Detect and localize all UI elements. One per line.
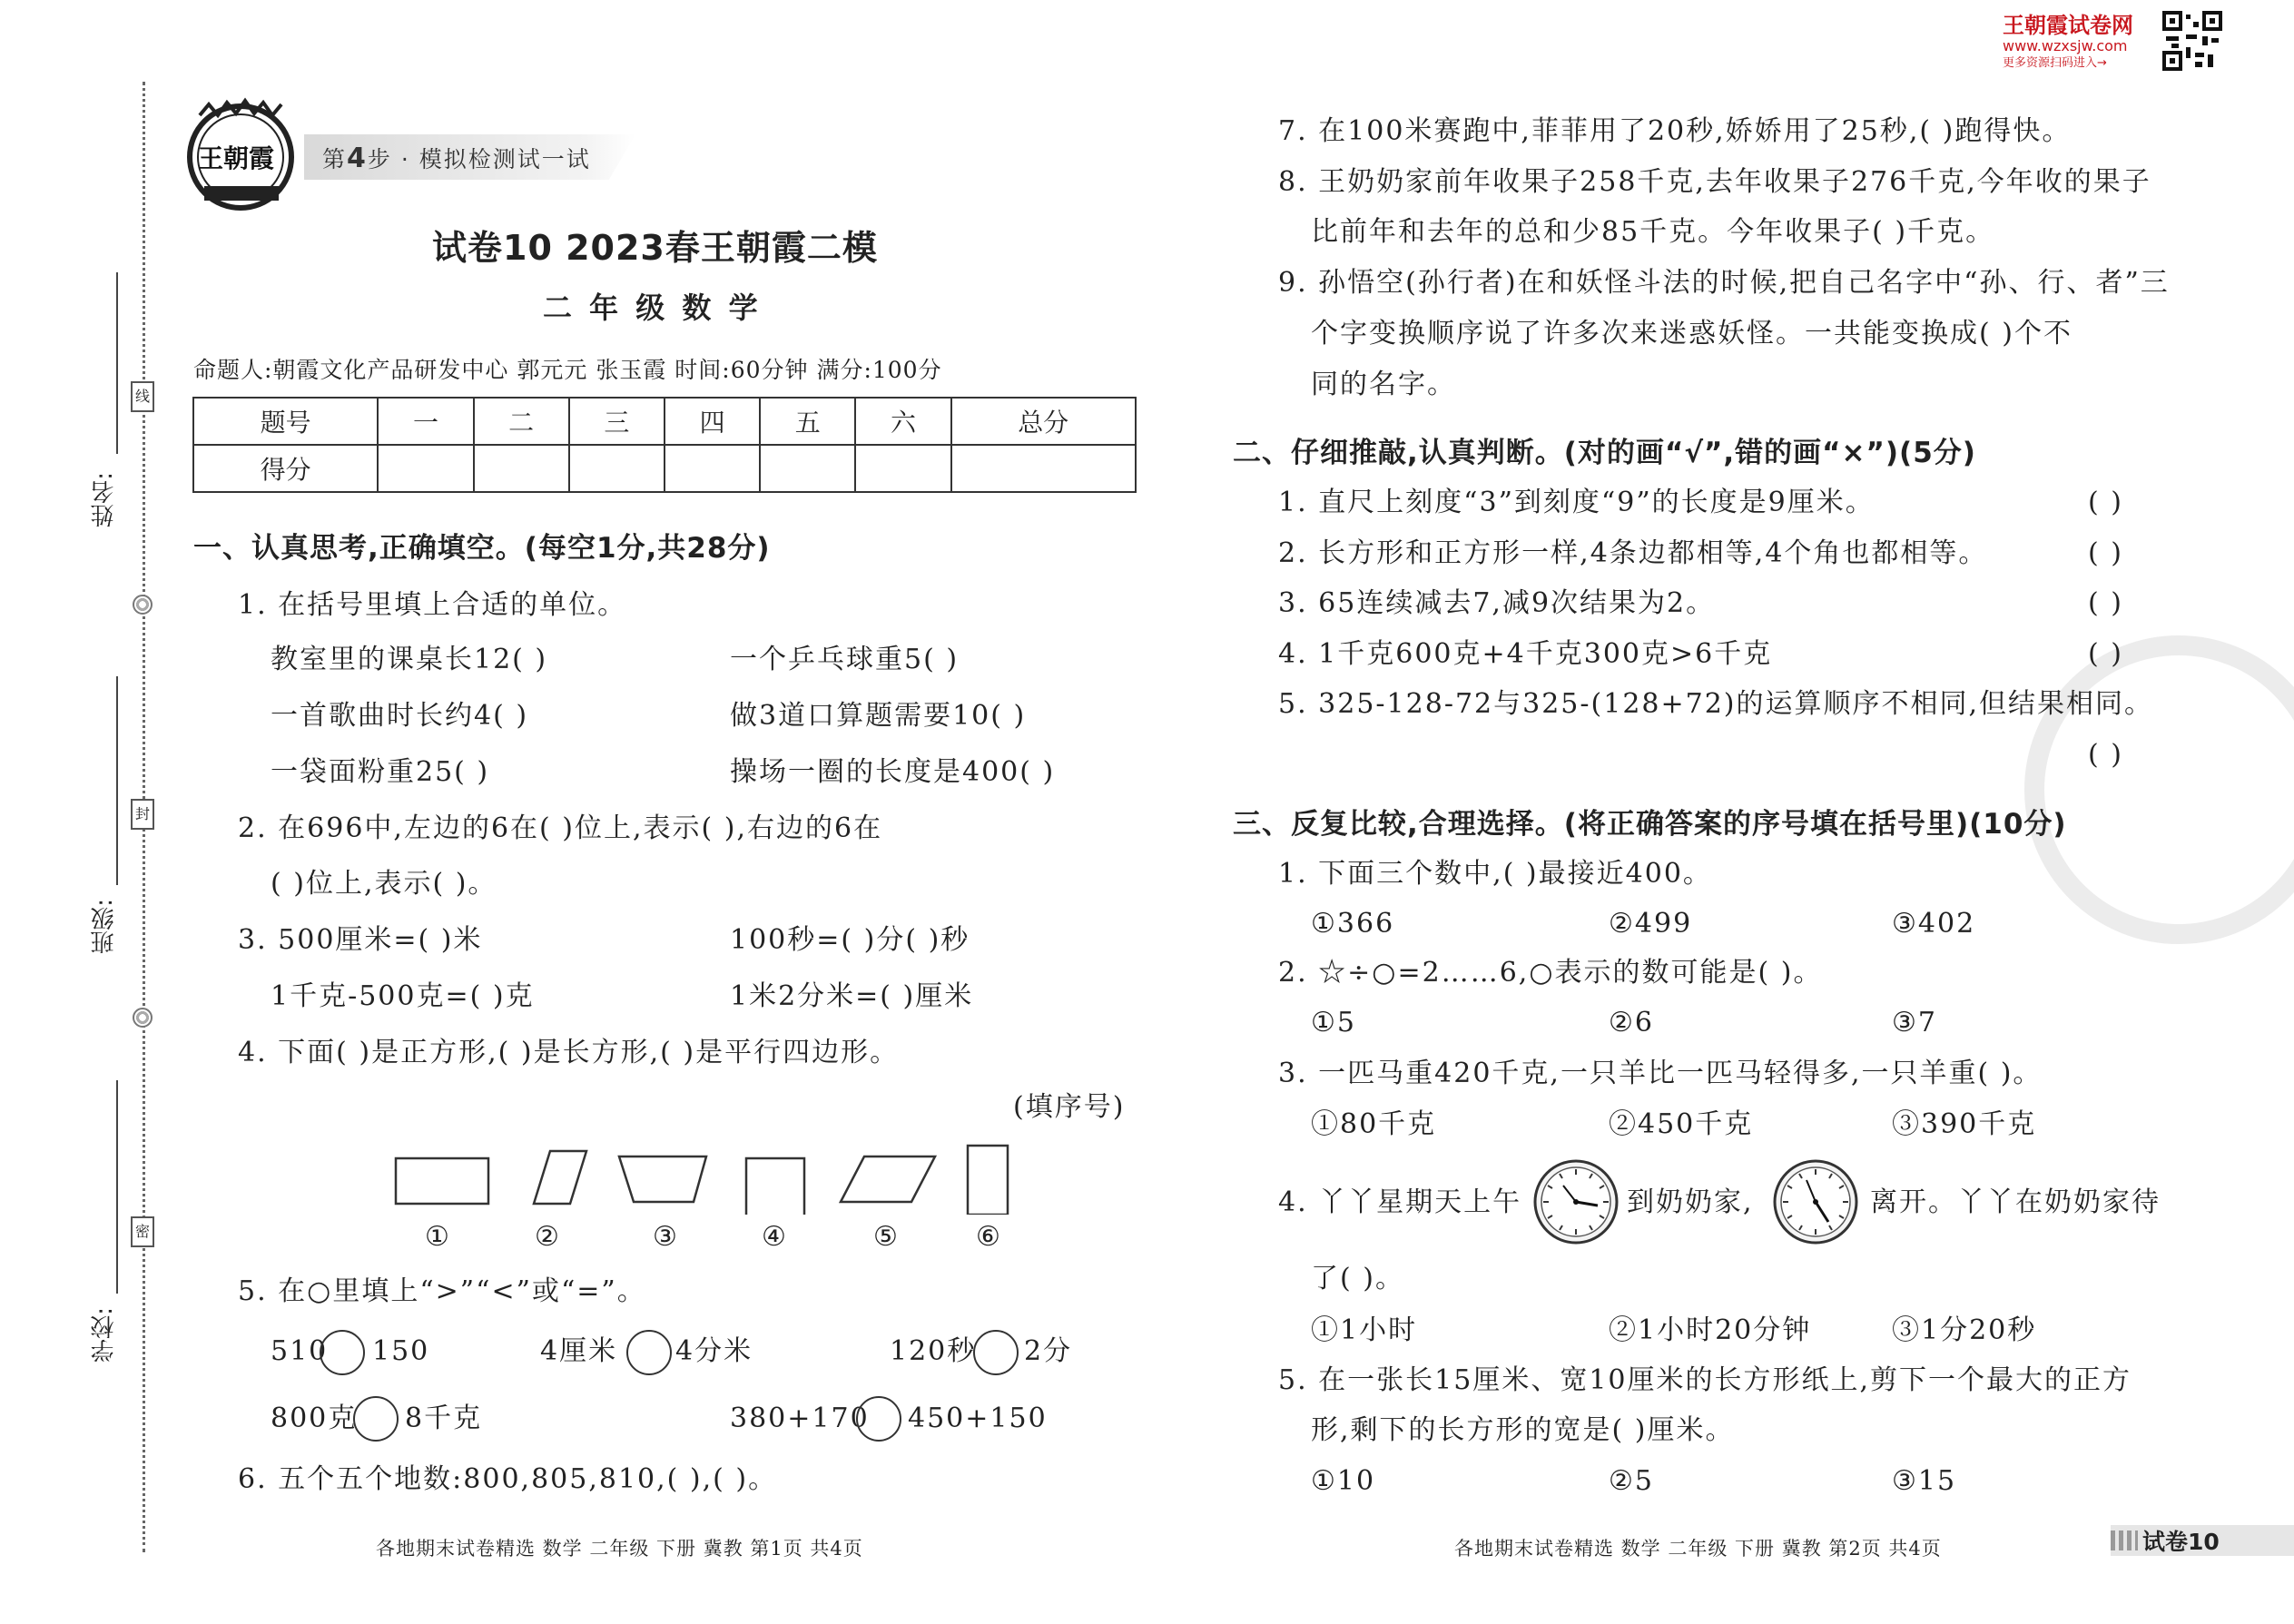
score-cell[interactable]: [569, 445, 665, 492]
r-q8a: 8. 王奶奶家前年收果子258千克,去年收果子276千克,今年收的果子: [1278, 166, 2151, 198]
r-q7: 7. 在100米赛跑中,菲菲用了20秒,娇娇用了25秒,( )跑得快。: [1278, 115, 2072, 147]
s1-q1d: 做3道口算题需要10( ): [730, 700, 1027, 732]
compare-circle[interactable]: [320, 1330, 365, 1375]
s1-q6: 6. 五个五个地数:800,805,810,( ),( )。: [238, 1463, 778, 1495]
watermark-site: 王朝霞试卷网: [2003, 13, 2133, 38]
s3-option: ③402: [1892, 908, 1976, 940]
shape-label: ⑥: [976, 1221, 1002, 1253]
s1-q3b: 100秒=( )分( )秒: [730, 924, 970, 956]
s1-q5d-right: 8千克: [405, 1403, 483, 1434]
s3-q5a: 5. 在一张长15厘米、宽10厘米的长方形纸上,剪下一个最大的正方: [1278, 1364, 2132, 1396]
compare-circle[interactable]: [973, 1330, 1019, 1375]
s2-answer-blank[interactable]: ( ): [2088, 487, 2123, 518]
brand-logo: [182, 95, 300, 213]
s3-option: ①366: [1311, 908, 1395, 940]
s3-option: ③390千克: [1892, 1108, 2037, 1140]
score-cell[interactable]: [474, 445, 569, 492]
footer-left: 各地期末试卷精选 数学 二年级 下册 冀教 第1页 共4页: [376, 1538, 863, 1560]
s1-q3a: 3. 500厘米=( )米: [238, 924, 483, 956]
s2-answer-blank[interactable]: ( ): [2088, 739, 2123, 771]
step-prefix: 第: [322, 146, 348, 172]
step-suffix: 步 · 模拟检测试一试: [367, 146, 591, 172]
s1-q1: 1. 在括号里填上合适的单位。: [238, 589, 627, 621]
s3-option: ③7: [1892, 1007, 1937, 1038]
score-header-cell: 一: [378, 398, 473, 445]
class-line: [116, 676, 118, 885]
shape-parallelogram-5: [841, 1156, 935, 1202]
shape-rectangle-1: [396, 1158, 488, 1204]
binding-hole: [133, 595, 153, 615]
shape-parallelogram-2: [534, 1151, 586, 1204]
s1-q5c-left: 120秒: [890, 1335, 977, 1367]
score-row-label: 得分: [193, 445, 378, 492]
s2-item: 2. 长方形和正方形一样,4条边都相等,4个角也都相等。: [1278, 537, 1988, 569]
s1-q1f: 操场一圈的长度是400( ): [730, 756, 1056, 788]
shape-label: ⑤: [873, 1221, 900, 1253]
ghost-seal-watermark: [2024, 635, 2294, 944]
score-cell[interactable]: [760, 445, 855, 492]
s3-q2: 2. ☆÷○=2……6,○表示的数可能是( )。: [1278, 957, 1823, 989]
qr-code-icon: [2162, 11, 2222, 71]
s1-q5b-left: 4厘米: [540, 1335, 618, 1367]
s3-option: ②6: [1609, 1007, 1654, 1038]
shapes-figure: [390, 1142, 1026, 1215]
score-cell[interactable]: [378, 445, 473, 492]
s3-option: ②5: [1609, 1465, 1654, 1497]
r-q9a: 9. 孙悟空(孙行者)在和妖怪斗法的时候,把自己名字中“孙、行、者”三: [1278, 267, 2170, 299]
footer-badge-dots: [2111, 1530, 2138, 1550]
score-header-cell: 四: [665, 398, 760, 445]
compare-circle[interactable]: [856, 1396, 901, 1442]
exam-title: 试卷10 2023春王朝霞二模: [432, 228, 878, 268]
s1-q5a-right: 150: [372, 1335, 430, 1367]
s1-q4: 4. 下面( )是正方形,( )是长方形,( )是平行四边形。: [238, 1037, 900, 1068]
s3-option: ①80千克: [1311, 1108, 1437, 1140]
exam-subtitle: 二 年 级 数 学: [543, 290, 762, 325]
footer-right: 各地期末试卷精选 数学 二年级 下册 冀教 第2页 共4页: [1454, 1538, 1942, 1560]
score-cell[interactable]: [951, 445, 1136, 492]
s2-item: 4. 1千克600克+4千克300克>6千克: [1278, 638, 1773, 670]
s3-option: ②1小时20分钟: [1609, 1314, 1812, 1346]
score-table-score-row: [193, 445, 1136, 492]
s1-q4-hint: (填序号): [1013, 1091, 1126, 1123]
s3-q4-part-c: 离开。丫丫在奶奶家待: [1870, 1186, 2161, 1218]
s1-q1b: 一个乒乓球重5( ): [730, 644, 960, 675]
s2-answer-blank[interactable]: ( ): [2088, 537, 2123, 569]
school-line: [116, 1080, 118, 1294]
score-table: [192, 397, 1137, 493]
s1-q5d-left: 800克: [271, 1403, 358, 1434]
score-header-cell: 二: [474, 398, 569, 445]
s3-q4-part-a: 4. 丫丫星期天上午: [1278, 1186, 1522, 1218]
shape-rectangle-6: [968, 1146, 1008, 1215]
score-header-cell: 五: [760, 398, 855, 445]
s3-option: ③15: [1892, 1465, 1957, 1497]
shape-square-4: [746, 1158, 804, 1215]
score-cell[interactable]: [855, 445, 950, 492]
seal-box-seal: 封: [131, 799, 154, 830]
s1-q1e: 一袋面粉重25( ): [271, 756, 490, 788]
clock-leave-icon: [1772, 1158, 1859, 1245]
compare-circle[interactable]: [626, 1330, 672, 1375]
compare-circle[interactable]: [353, 1396, 399, 1442]
s2-item: 3. 65连续减去7,减9次结果为2。: [1278, 587, 1716, 619]
name-label: 姓名:: [91, 472, 118, 527]
shape-label: ③: [653, 1221, 679, 1253]
s2-item: 1. 直尺上刻度“3”到刻度“9”的长度是9厘米。: [1278, 487, 1875, 518]
s2-answer-blank[interactable]: ( ): [2088, 638, 2123, 670]
shape-label: ②: [535, 1221, 561, 1253]
binding-hole: [133, 1008, 153, 1028]
r-q8b: 比前年和去年的总和少85千克。今年收果子( )千克。: [1311, 216, 1995, 248]
s2-item: 5. 325-128-72与325-(128+72)的运算顺序不相同,但结果相同。: [1278, 688, 2154, 720]
shape-label: ①: [425, 1221, 451, 1253]
score-header-cell: 三: [569, 398, 665, 445]
exam-meta: 命题人:朝霞文化产品研发中心 郭元元 张玉霞 时间:60分钟 满分:100分: [193, 357, 942, 383]
s1-q5: 5. 在○里填上“>”“<”或“=”。: [238, 1275, 646, 1307]
s2-answer-blank[interactable]: ( ): [2088, 587, 2123, 619]
score-header-cell: 六: [855, 398, 950, 445]
shape-trapezoid-3: [619, 1156, 706, 1202]
s3-option: ③1分20秒: [1892, 1314, 2037, 1346]
clock-arrive-icon: [1532, 1158, 1620, 1245]
s1-q2b: ( )位上,表示( )。: [271, 868, 497, 900]
shape-label: ④: [762, 1221, 788, 1253]
score-table-header-row: [193, 398, 1136, 445]
school-label: 学校:: [91, 1307, 118, 1363]
s1-q5e-right: 450+150: [908, 1403, 1048, 1434]
s3-q4-part-b: 到奶奶家,: [1627, 1186, 1754, 1218]
s1-q5a-left: 510: [271, 1335, 329, 1367]
r-q9c: 同的名字。: [1311, 369, 1456, 400]
s3-q1: 1. 下面三个数中,( )最接近400。: [1278, 858, 1712, 890]
class-label: 班级:: [91, 899, 118, 954]
s3-q3: 3. 一匹马重420千克,一只羊比一匹马轻得多,一只羊重( )。: [1278, 1058, 2043, 1089]
s1-q2a: 2. 在696中,左边的6在( )位上,表示( ),右边的6在: [238, 812, 883, 844]
s1-q5e-left: 380+170: [730, 1403, 870, 1434]
step-label: [322, 145, 591, 172]
step-number: 4: [347, 143, 368, 174]
brand-logo-text: 王朝霞: [198, 143, 275, 173]
seal-box-line: 线: [131, 381, 154, 412]
watermark-url: www.wzxsjw.com: [2003, 37, 2128, 54]
score-header-cell: 总分: [951, 398, 1136, 445]
score-header-cell: 题号: [193, 398, 378, 445]
name-line: [116, 272, 118, 454]
s1-q3c: 1千克-500克=( )克: [271, 980, 535, 1012]
s1-q1a: 教室里的课桌长12( ): [271, 644, 548, 675]
s3-option: ②499: [1609, 908, 1693, 940]
s3-option: ②450千克: [1609, 1108, 1754, 1140]
section1-title: 一、认真思考,正确填空。(每空1分,共28分): [193, 532, 771, 565]
s3-option: ①10: [1311, 1465, 1376, 1497]
s1-q1c: 一首歌曲时长约4( ): [271, 700, 529, 732]
footer-badge: 试卷10: [2142, 1529, 2220, 1555]
r-q9b: 个字变换顺序说了许多次来迷惑妖怪。一共能变换成( )个不: [1311, 318, 2072, 349]
score-cell[interactable]: [665, 445, 760, 492]
s3-option: ①5: [1311, 1007, 1356, 1038]
s3-q4-part-d: 了( )。: [1311, 1263, 1404, 1294]
s1-q5c-right: 2分: [1024, 1335, 1073, 1367]
seal-box-secret: 密: [131, 1216, 154, 1247]
section2-title: 二、仔细推敲,认真判断。(对的画“√”,错的画“×”)(5分): [1233, 437, 1976, 469]
s3-option: ①1小时: [1311, 1314, 1418, 1346]
s1-q3d: 1米2分米=( )厘米: [730, 980, 974, 1012]
s1-q5b-right: 4分米: [675, 1335, 753, 1367]
section3-title: 三、反复比较,合理选择。(将正确答案的序号填在括号里)(10分): [1233, 808, 2067, 841]
watermark-hint: 更多资源扫码进入→: [2003, 56, 2107, 70]
s3-q5b: 形,剩下的长方形的宽是( )厘米。: [1311, 1414, 1735, 1446]
